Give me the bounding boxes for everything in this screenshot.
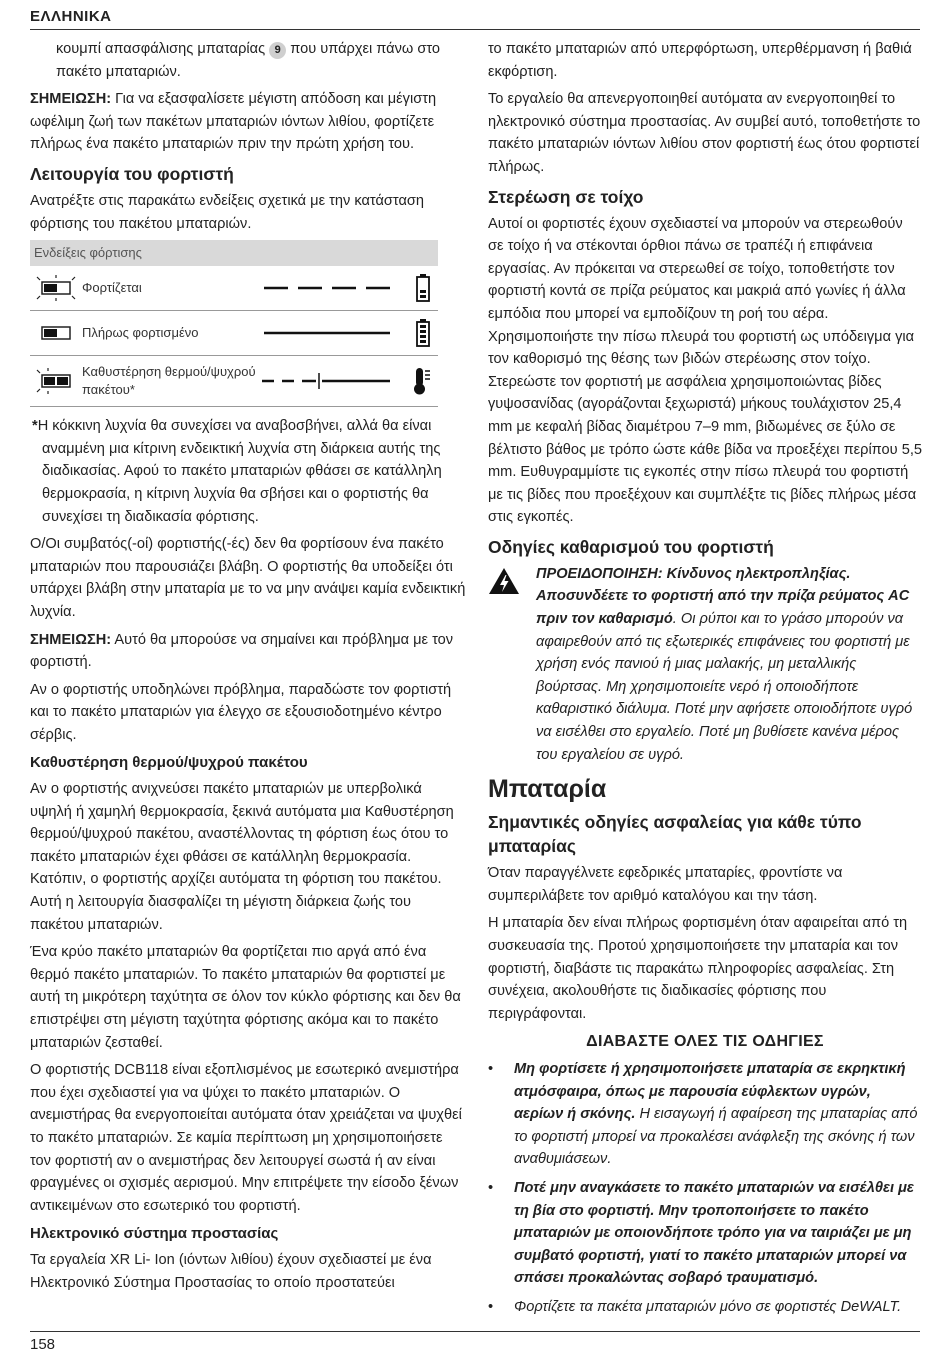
hot-cold-paragraph: Ένα κρύο πακέτο μπαταριών θα φορτίζεται πιο αργά από ένα θερμό πακέτο μπαταριών. Το πακέτο μπαταριών θα φορτιστεί με αυτή τη μικρότερη ταχύτητα σε όλον τον κύκλο φόρτισης και δεν θα επιστρέψει στη μέγιστη ταχύτητα φόρτισης ακόμα και το πακέτο μπαταριών ζεσταθεί. (30, 944, 461, 1051)
protection-paragraph: Τα εργαλεία XR Li- Ion (ιόντων λιθίου) έχουν σχεδιαστεί με ένα Ηλεκτρονικό Σύστημα Προστασίας το οποίο προστατεύει (30, 1251, 432, 1291)
dual-led-icon (30, 368, 82, 394)
row-label: Πλήρως φορτισμένο (82, 325, 199, 341)
thermometer-icon (408, 366, 438, 396)
steady-signal-icon (260, 323, 408, 343)
list-item: • Μη φορτίσετε ή χρησιμοποιήσετε μπαταρία σε εκρηκτική ατμόσφαιρα, όπως με παρουσία εύφλεκτων υγρών, αερίων ή σκόνης. Η εισαγωγή ή αφαίρεση της μπαταρίας από το φορτιστή μπορεί να προκαλέσει ανάφλεξη της σκόνης ή των αναθυμιάσεων. (488, 1058, 922, 1171)
fan-paragraph: Ο φορτιστής DCB118 είναι εξοπλισμένος με εσωτερικό ανεμιστήρα που έχει σχεδιαστεί για να ψύχει το πακέτο μπαταριών. Ο ανεμιστήρας θα ενεργοποιείται αυτόματα όταν χρειάζεται να ψυχθεί το πακέτο μπαταριών. Σε καμία περίπτωση μη χρησιμοποιήσετε τον φορτιστή αν ο ανεμιστήρας δεν λειτουργεί σωστά ή αν είναι φραγμένες οι σχισμές αερισμού. Μην επιτρέψετε την είσοδο ξένων αντικειμένων στο εσωτερικό του φορτιστή. (30, 1062, 462, 1214)
header-language: ΕΛΛΗΝΙΚΑ (30, 8, 112, 25)
reference-number-badge: 9 (269, 42, 286, 59)
table-row-hot-cold-delay (30, 356, 438, 407)
footer-divider (30, 1331, 920, 1332)
table-footnote: *Η κόκκινη λυχνία θα συνεχίσει να αναβοσβήνει, αλλά θα είναι αναμμένη μια κίτρινη ενδεικτική λυχνία στη διάρκεια αυτής της διαδικασίας. Αφού το πακέτο μπαταριών φθάσει σε κατάλληλη θερμοκρασία, η κίτρινη λυχνία θα σβήσει και ο φορτιστής θα συνεχίσει τη διαδικασία φόρτισης. (32, 418, 442, 525)
electric-shock-warning-icon (488, 563, 536, 766)
row-label: Φορτίζεται (82, 280, 142, 296)
battery-full-icon (408, 318, 438, 348)
battery-release-paragraph: κουμπί απασφάλισης μπαταρίας 9 που υπάρχει πάνω στο πακέτο μπαταριών. (56, 41, 441, 80)
charge-indicators-table (30, 240, 438, 407)
steady-led-icon (30, 320, 82, 346)
right-column (488, 38, 922, 1325)
cleaning-heading: Οδηγίες καθαρισμού του φορτιστή (488, 536, 774, 557)
battery-heading: Μπαταρία (488, 775, 607, 804)
blinking-signal-icon (260, 278, 408, 298)
row-label: Καθυστέρηση θερμού/ψυχρού πακέτου* (82, 364, 256, 398)
protection-heading: Ηλεκτρονικό σύστημα προστασίας (30, 1225, 279, 1243)
wall-mount-paragraph: Αυτοί οι φορτιστές έχουν σχεδιαστεί να μπορούν να στερεωθούν σε τοίχο ή να στέκονται όρθιοι πάνω σε τραπέζι ή επιφάνεια εργασίας. Αν πρόκειται να στερεωθεί σε τοίχο, τοποθετήστε τον φορτιστή κοντά σε πρίζα ρεύματος και μακριά από γωνίες ή άλλα εμπόδια που μπορεί να εμποδίζουν τη ροή του αέρα. Χρησιμοποιήστε την πίσω πλευρά του φορτιστή ως υπόδειγμα για τον καθορισμό της θέσης των βιδών στερέωσης στον τοίχο. Στερεώστε τον φορτιστή με ασφάλεια χρησιμοποιώντας βίδες γυψοσανίδας (αγοράζονται ξεχωριστά) μήκους τουλάχιστον 25,4 mm με κεφαλή βίδας διαμέτρου 7–9 mm, βιδωμένες σε ξύλο σε βέλτιστο βάθος με τρόπο ώστε κάθε βίδα να προεξέχει περίπου 5,5 mm. Ευθυγραμμίστε τις εγκοπές στην πίσω πλευρά του φορτιστή με τις βίδες που προεξέχουν και συμπλέξτε τις βίδες πλήρως μέσα στις εγκοπές. (488, 215, 922, 526)
note-paragraph: ΣΗΜΕΙΩΣΗ: Αυτό θα μπορούσε να σημαίνει και πρόβλημα με τον φορτιστή. (30, 631, 454, 671)
hot-cold-paragraph: Αν ο φορτιστής ανιχνεύσει πακέτο μπαταριών με υπερβολικά υψηλή ή χαμηλή θερμοκρασία, ξεκινά αυτόματα μια Καθυστέρηση θερμού/ψυχρού πακέτου, αναστέλλοντας τη φόρτιση έως ότου το πακέτο μπαταριών έχει φθάσει σε κατάλληλη θερμοκρασία. Κατόπιν, ο φορτιστής αρχίζει αυτόματα τη φόρτιση του πακέτου. Αυτή η λειτουργία διασφαλίζει τη μέγιστη διάρκεια ζωής του πακέτου μπαταριών. (30, 781, 454, 933)
fault-paragraph: Ο/Οι συμβατός(-οί) φορτιστής(-ές) δεν θα φορτίσουν ένα πακέτο μπαταριών που παρουσιάζει βλάβη. Ο φορτιστής θα υποδείξει ότι υπάρχει βλάβη στην μπαταρία με το να μην ανάψει καμία ενδεικτική λυχνία. (30, 536, 466, 620)
service-paragraph: Αν ο φορτιστής υποδηλώνει πρόβλημα, παραδώστε τον φορτιστή και το πακέτο μπαταριών για έλεγχο σε εξουσιοδοτημένο κέντρο σέρβις. (30, 681, 452, 743)
list-item: • Φορτίζετε τα πακέτα μπαταριών μόνο σε φορτιστές DeWALT. (488, 1296, 922, 1319)
list-item: • Ποτέ μην αναγκάσετε το πακέτο μπαταριών να εισέλθει με τη βία στο φορτιστή. Μην τροποποιήσετε το πακέτο μπαταριών με οποιονδήποτε τρόπο για να ταιριάζει με μη συμβατό φορτιστή, γιατί το πακέτο μπαταριών μπορεί να σπάσει προκαλώντας σοβαρό τραυματισμό. (488, 1177, 922, 1290)
table-row-charging (30, 266, 438, 311)
table-row-fully-charged (30, 311, 438, 356)
safety-paragraph: Όταν παραγγέλνετε εφεδρικές μπαταρίες, φροντίστε να συμπεριλάβετε τον αριθμό καταλόγου και την τάση. (488, 865, 843, 904)
safety-instructions-heading: Σημαντικές οδηγίες ασφαλείας για κάθε τύπο μπαταρίας (488, 812, 862, 857)
charger-operation-text: Ανατρέξτε στις παρακάτω ενδείξεις σχετικά με την κατάσταση φόρτισης του πακέτου μπαταριών. (30, 192, 425, 232)
safety-bullet-list (488, 1058, 922, 1319)
delay-signal-icon (260, 371, 408, 391)
note-paragraph: ΣΗΜΕΙΩΣΗ: Για να εξασφαλίσετε μέγιστη απόδοση και μέγιστη ωφέλιμη ζωή των πακέτων μπαταριών ιόντων λιθίου, φορτίζετε πλήρως ένα πακέτο μπαταριών πριν την πρώτη χρήση του. (30, 91, 437, 153)
protection-paragraph: Το εργαλείο θα απενεργοποιηθεί αυτόματα αν ενεργοποιηθεί το ηλεκτρονικό σύστημα προστασίας. Αν συμβεί αυτό, τοποθετήστε το πακέτο μπαταριών ιόντων λιθίου στον φορτιστή έως ότου φορτιστεί πλήρως. (488, 91, 921, 175)
left-column (30, 38, 466, 1299)
table-header: Ενδείξεις φόρτισης (30, 240, 438, 266)
hot-cold-delay-heading: Καθυστέρηση θερμού/ψυχρού πακέτου (30, 754, 308, 772)
header-divider (30, 29, 920, 30)
page-number: 158 (30, 1336, 56, 1353)
warning-block (488, 563, 922, 766)
warning-text: ΠΡΟΕΙΔΟΠΟΙΗΣΗ: Κίνδυνος ηλεκτροπληξίας. Αποσυνδέετε το φορτιστή από την πρίζα ρεύματος AC πριν τον καθαρισμό. Οι ρύποι και το γράσο μπορούν να αφαιρεθούν από τις εξωτερικές επιφάνειες του φορτιστή με χρήση ενός πανιού ή μιας μαλακής, μη μεταλλικής βούρτσας. Μη χρησιμοποιείτε νερό ή οποιοδήποτε καθαριστικό διάλυμα. Ποτέ μην αφήσετε οποιοδήποτε υγρό να εισέλθει στο εργαλείο. Ποτέ μη βυθίσετε κανένα μέρος του εργαλείου σε υγρό. (536, 565, 913, 763)
blinking-led-icon (30, 275, 82, 301)
wall-mount-heading: Στερέωση σε τοίχο (488, 186, 644, 207)
read-all-instructions-heading: ΔΙΑΒΑΣΤΕ ΟΛΕΣ ΤΙΣ ΟΔΗΓΙΕΣ (586, 1033, 824, 1051)
battery-charging-icon (408, 273, 438, 303)
safety-paragraph: Η μπαταρία δεν είναι πλήρως φορτισμένη όταν αφαιρείται από τη συσκευασία της. Προτού χρησιμοποιήσετε την μπαταρία και τον φορτιστή, διαβάστε τις παρακάτω πληροφορίες ασφαλείας. Στη συνέχεια, ακολουθήστε τις διαδικασίες φόρτισης που περιγράφονται. (488, 915, 908, 1022)
charger-operation-heading: Λειτουργία του φορτιστή (30, 163, 234, 184)
protection-continued-paragraph: το πακέτο μπαταριών από υπερφόρτωση, υπερθέρμανση ή βαθιά εκφόρτιση. (488, 41, 912, 80)
